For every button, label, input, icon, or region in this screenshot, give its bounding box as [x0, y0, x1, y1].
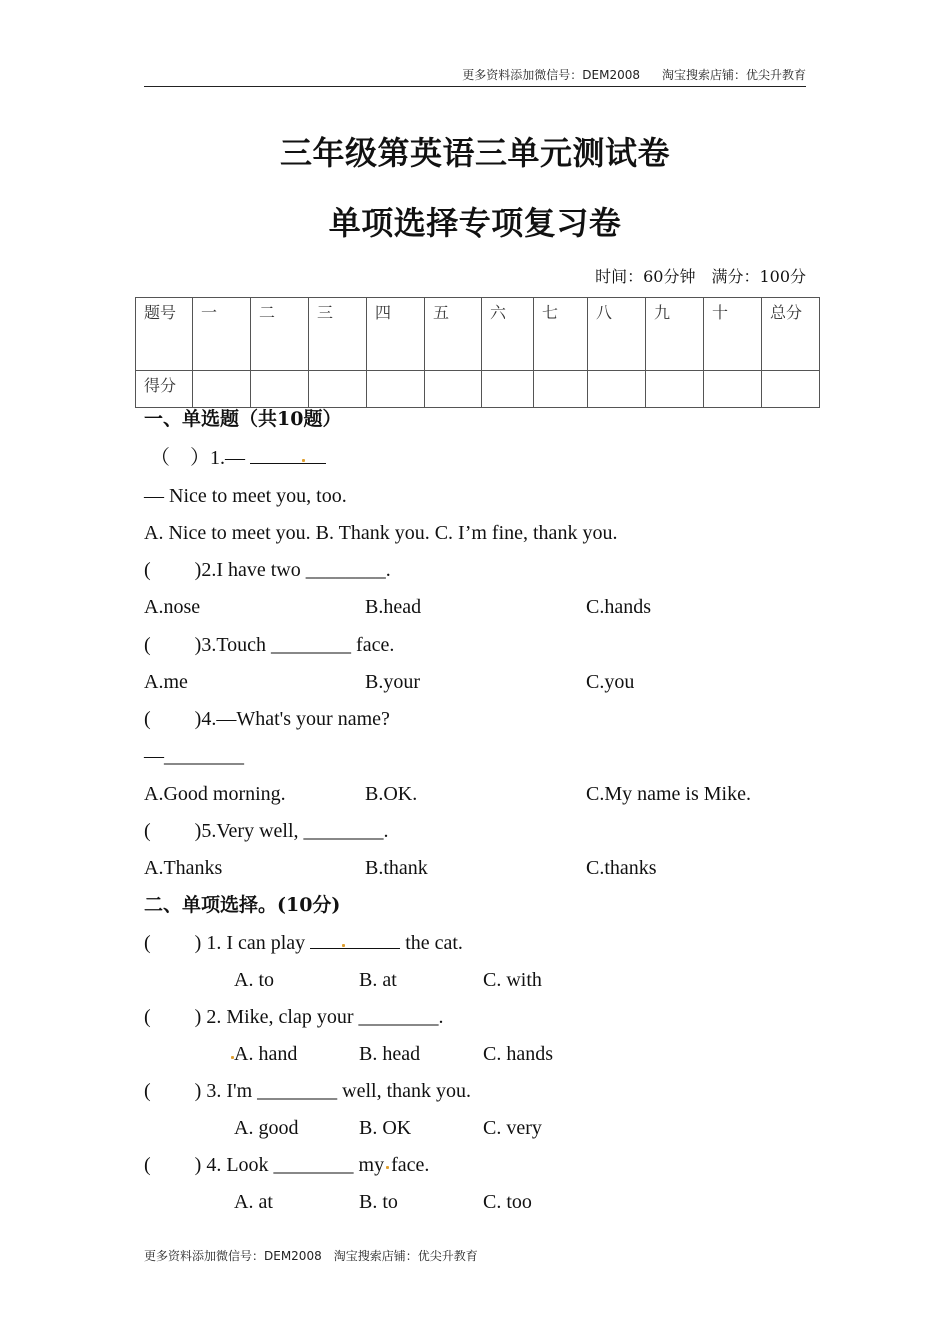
option-c[interactable]: C.hands	[586, 596, 651, 618]
score-cell[interactable]	[482, 371, 534, 408]
bracket-open: (	[144, 634, 151, 656]
header-wechat: 更多资料添加微信号：DEM2008	[462, 68, 640, 82]
header-text	[462, 66, 806, 83]
s1-q4-stem	[144, 707, 390, 731]
option-c[interactable]: C.you	[586, 671, 635, 693]
s1-q4-reply: —________	[144, 745, 244, 767]
question-text: )5.Very well, ________.	[194, 820, 389, 842]
score-cell[interactable]	[704, 371, 762, 408]
score-cell[interactable]	[425, 371, 482, 408]
option-b[interactable]: B.head	[365, 596, 422, 618]
exam-time: 时间：60分钟	[595, 267, 696, 286]
s1-q1-options: A. Nice to meet you. B. Thank you. C. I’m fine, thank you.	[144, 522, 618, 544]
option-a[interactable]: A.Thanks	[144, 857, 223, 879]
bracket-open: (	[144, 1006, 151, 1028]
question-text-end: face.	[391, 1154, 430, 1176]
question-text: )2.I have two ________.	[194, 559, 391, 581]
table-cell: 得分	[136, 371, 193, 408]
option-b[interactable]: B.OK.	[365, 783, 418, 805]
option-b[interactable]: B. at	[359, 969, 397, 991]
question-text: ) 2. Mike, clap your ________.	[194, 1006, 444, 1028]
s1-q1-stem-text: （ ）1.—	[150, 447, 245, 469]
bracket-open: (	[144, 1080, 151, 1102]
s2-q2-stem	[144, 1005, 444, 1029]
table-cell: 一	[193, 298, 251, 371]
option-a[interactable]: A. hand	[234, 1043, 298, 1065]
option-c[interactable]: C.My name is Mike.	[586, 783, 751, 805]
option-b[interactable]: B. to	[359, 1191, 398, 1213]
s1-q3-stem	[144, 633, 394, 657]
question-text-end: the cat.	[405, 932, 463, 954]
score-table-header-row	[136, 298, 820, 371]
option-a[interactable]: A.Good morning.	[144, 783, 286, 805]
bracket-open: (	[144, 932, 151, 954]
option-b[interactable]: B. head	[359, 1043, 421, 1065]
option-b[interactable]: B. OK	[359, 1117, 412, 1139]
answer-blank[interactable]	[250, 447, 326, 464]
page-header	[144, 64, 806, 87]
option-a[interactable]: A.nose	[144, 596, 201, 618]
table-cell: 九	[646, 298, 704, 371]
s2-q4-stem	[144, 1153, 429, 1177]
answer-blank[interactable]	[310, 932, 400, 949]
s2-q3-stem	[144, 1079, 471, 1103]
section2-heading: 二、单项选择。(10分)	[144, 894, 341, 916]
bracket-open: (	[144, 708, 151, 730]
option-a[interactable]: A. at	[234, 1191, 273, 1213]
table-cell: 题号	[136, 298, 193, 371]
question-text: )3.Touch ________ face.	[194, 634, 395, 656]
option-a[interactable]: A. to	[234, 969, 274, 991]
page-footer	[144, 1247, 478, 1264]
mark-dot	[386, 1166, 389, 1169]
option-c[interactable]: C. hands	[483, 1043, 553, 1065]
exam-full-score: 满分：100分	[711, 267, 806, 286]
score-table	[135, 297, 820, 408]
option-a[interactable]: A.me	[144, 671, 188, 693]
option-c[interactable]: C. with	[483, 969, 542, 991]
s1-q5-stem	[144, 819, 389, 843]
bracket-open: (	[144, 1154, 151, 1176]
bracket-open: (	[144, 559, 151, 581]
table-cell: 四	[367, 298, 425, 371]
s1-q1-stem	[150, 446, 326, 470]
question-text: ) 3. I'm ________ well, thank you.	[194, 1080, 472, 1102]
question-text: )4.—What's your name?	[194, 708, 390, 730]
s2-q1-stem	[144, 931, 463, 955]
table-cell: 总分	[762, 298, 820, 371]
option-b[interactable]: B.your	[365, 671, 420, 693]
option-c[interactable]: C.thanks	[586, 857, 657, 879]
table-cell: 二	[251, 298, 309, 371]
section1-heading: 一、单选题（共10题）	[144, 408, 342, 430]
question-text: ) 1. I can play	[194, 932, 306, 954]
score-cell[interactable]	[309, 371, 367, 408]
question-text: ) 4. Look ________ my	[194, 1154, 385, 1176]
page-title: 三年级第英语三单元测试卷	[279, 134, 670, 172]
score-table-score-row	[136, 371, 820, 408]
option-a[interactable]: A. good	[234, 1117, 299, 1139]
score-cell[interactable]	[251, 371, 309, 408]
footer-shop: 淘宝搜索店铺：优尖升教育	[333, 1249, 478, 1263]
table-cell: 六	[482, 298, 534, 371]
table-cell: 七	[534, 298, 588, 371]
option-c[interactable]: C. too	[483, 1191, 532, 1213]
bracket-open: (	[144, 820, 151, 842]
score-cell[interactable]	[534, 371, 588, 408]
score-cell[interactable]	[193, 371, 251, 408]
table-cell: 三	[309, 298, 367, 371]
score-cell[interactable]	[367, 371, 425, 408]
s1-q2-stem	[144, 558, 391, 582]
score-cell[interactable]	[646, 371, 704, 408]
option-c[interactable]: C. very	[483, 1117, 542, 1139]
s1-q1-reply: — Nice to meet you, too.	[144, 485, 347, 507]
page-subtitle: 单项选择专项复习卷	[328, 204, 622, 242]
header-shop: 淘宝搜索店铺：优尖升教育	[661, 68, 806, 82]
table-cell: 十	[704, 298, 762, 371]
exam-meta	[595, 264, 806, 287]
mark-dot	[302, 459, 305, 462]
score-cell[interactable]	[588, 371, 646, 408]
table-cell: 五	[425, 298, 482, 371]
option-b[interactable]: B.thank	[365, 857, 428, 879]
table-cell: 八	[588, 298, 646, 371]
footer-wechat: 更多资料添加微信号：DEM2008	[144, 1249, 322, 1263]
mark-dot	[342, 944, 345, 947]
score-cell[interactable]	[762, 371, 820, 408]
